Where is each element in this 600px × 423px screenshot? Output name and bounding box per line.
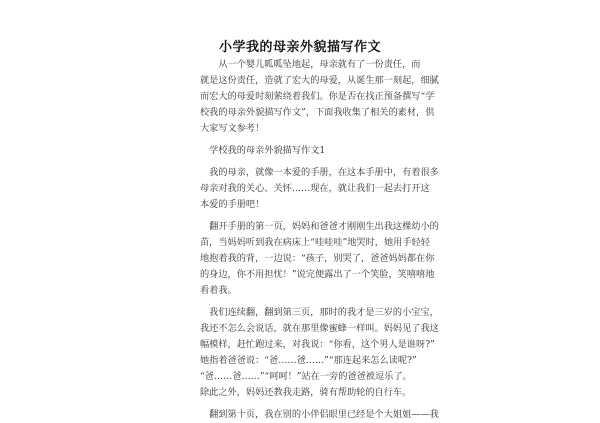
text-line: 翻开手册的第一页，妈妈和爸爸才刚刚生出我这棵幼小的: [200, 221, 439, 232]
text-line: 大家写文参考！: [200, 123, 265, 134]
text-line: 地抱着我的背，一边说：“孩子，别哭了，爸爸妈妈都在你: [200, 253, 435, 264]
paragraph: [200, 305, 439, 401]
paragraph: [200, 219, 439, 299]
document-title: 小学我的母亲外貌描写作文: [218, 40, 381, 55]
text-line: 我的母亲，就像一本爱的手册，在这本手册中，有着很多: [200, 167, 439, 178]
text-line: 翻到第十页，我在别的小伴侣眼里已经是个大姐姐——我: [200, 409, 439, 420]
text-line: 我还不怎么会说话，就在那里像蜜蜂一样叫。妈妈见了我这: [200, 323, 439, 334]
text-line: 苗，当妈妈听到我在病床上“哇哇哇”地哭时，她用手轻轻: [200, 237, 430, 248]
document-body: [200, 57, 439, 423]
paragraph: [200, 165, 439, 213]
text-line: “爸……爸……”“呵呵！”站在一旁的爸爸被逗乐了。: [200, 371, 412, 382]
text-line: 校我的母亲外貌描写作文”，下面我收集了相关的素材，供: [200, 107, 435, 118]
text-line: 看着我。: [200, 285, 237, 296]
text-line: 而宏大的母爱时刻萦绕着我们。你是否在找正预备撰写“学: [200, 91, 435, 102]
text-line: 母亲对我的关心、关怀……现在，就让我们一起去打开这: [200, 183, 430, 194]
text-line: 我们连续翻，翻到第三页，那时的我才是三岁的小宝宝，: [200, 307, 439, 318]
text-line: 学校我的母亲外貌描写作文1: [200, 145, 326, 156]
text-line: 的身边，你不用担忧！”说完便露出了一个笑脸，笑嘻嘻地: [200, 269, 435, 280]
text-line: 就是这份责任，造就了宏大的母爱，从诞生那一刻起，细腻: [200, 75, 439, 86]
paragraph: [200, 407, 439, 423]
text-line: 幅模样，赶忙跑过来，对我说：“你看，这个男人是谁呀?”: [200, 339, 435, 350]
paragraph: [200, 143, 410, 159]
text-line: 她指着爸爸说：“爸……爸……”“那连起来怎么读呢?”: [200, 355, 417, 366]
text-line: 除此之外，妈妈还教我走路，骑有帮助轮的自行车。: [200, 387, 412, 398]
text-line: 本爱的手册吧！: [200, 199, 265, 210]
text-line: 从一个婴儿呱呱坠地起，母亲就有了一份责任，而: [200, 59, 421, 70]
paragraph: [200, 57, 439, 137]
